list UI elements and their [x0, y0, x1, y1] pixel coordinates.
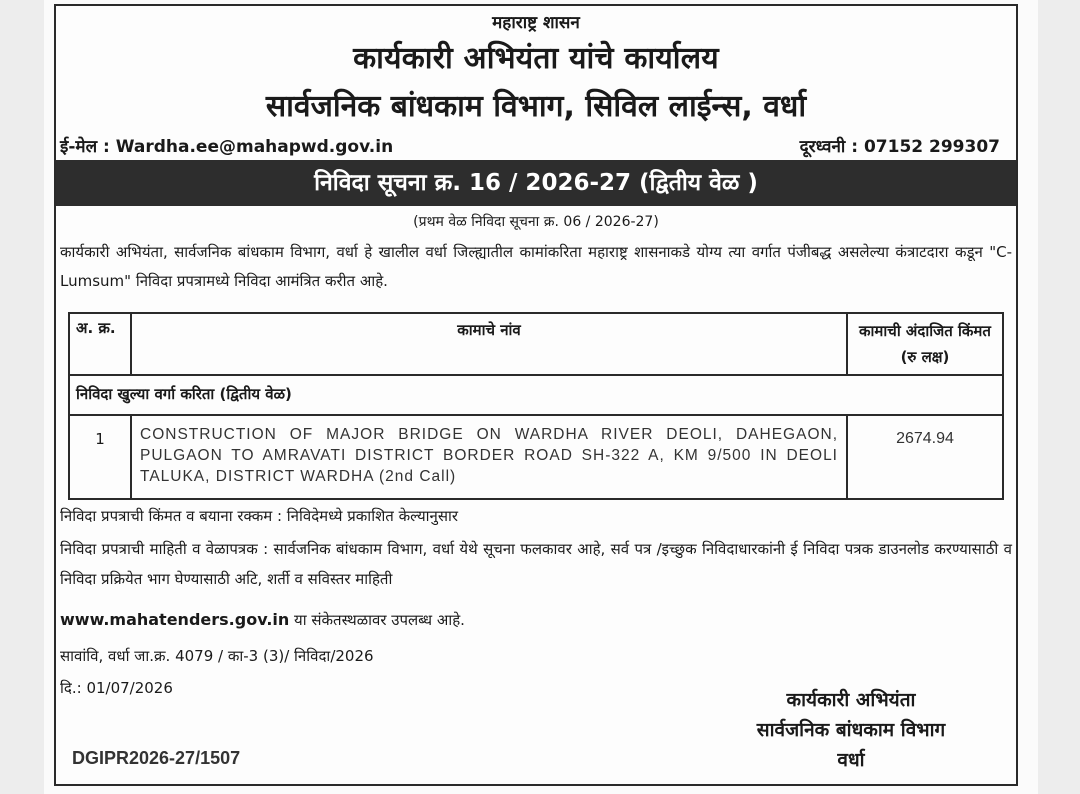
outward-number: सावांवि, वर्धा जा.क्र. 4079 / का-3 (3)/ निविदा/2026	[60, 647, 374, 665]
notice-date: दि.: 01/07/2026	[60, 679, 173, 697]
phone-number: दूरध्वनी : 07152 299307	[799, 137, 1000, 157]
row-serial: 1	[69, 415, 131, 499]
tender-notice	[54, 4, 1018, 786]
website-suffix: या संकेतस्थळावर उपलब्ध आहे.	[289, 611, 465, 629]
signatory-location: वर्धा	[837, 749, 865, 771]
column-header-work-name: कामाचे नांव	[131, 313, 847, 375]
row-cost: 2674.94	[847, 415, 1003, 499]
table-header-row	[69, 313, 1003, 375]
column-header-estimated-cost: कामाची अंदाजित किंमत (रु लक्ष)	[847, 313, 1003, 375]
government-label: महाराष्ट्र शासन	[492, 13, 580, 33]
notice-title: निविदा सूचना क्र. 16 / 2026-27 (द्वितीय वेळ )	[56, 160, 1016, 206]
signatory-title: कार्यकारी अभियंता	[786, 689, 916, 711]
works-table	[68, 312, 1004, 500]
office-title: कार्यकारी अभियंता यांचे कार्यालय	[353, 41, 719, 76]
row-work-name: CONSTRUCTION OF MAJOR BRIDGE ON WARDHA RIVER DEOLI, DAHEGAON, PULGAON TO AMRAVATI DISTRICT BORDER ROAD SH-322 A, KM 9/500 IN DEOLI TALUKA, DISTRICT WARDHA (2nd Call)	[131, 415, 847, 499]
fee-line: निविदा प्रपत्राची किंमत व बयाना रक्कम : निविदेमध्ये प्रकाशित केल्यानुसार	[60, 507, 459, 525]
website-link[interactable]: www.mahatenders.gov.in	[60, 610, 290, 629]
signatory-department: सार्वजनिक बांधकाम विभाग	[756, 719, 946, 741]
info-paragraph: निविदा प्रपत्राची माहिती व वेळापत्रक : सार्वजनिक बांधकाम विभाग, वर्धा येथे सूचना फलकावर आहे, सर्व पत्र /इच्छुक निविदाधारकांनी ई निविदा पत्रक डाउनलोड करण्यासाठी व निविदा प्रक्रियेत भाग घेण्यासाठी अटि, शर्ती व सविस्तर माहिती	[60, 540, 1012, 588]
department-title: सार्वजनिक बांधकाम विभाग, सिविल लाईन्स, वर्धा	[265, 89, 807, 124]
website-line	[60, 610, 465, 630]
category-label: निविदा खुल्या वर्गा करिता (द्वितीय वेळ)	[69, 375, 1003, 415]
category-row	[69, 375, 1003, 415]
intro-paragraph: कार्यकारी अभियंता, सार्वजनिक बांधकाम विभाग, वर्धा हे खालील वर्धा जिल्ह्यातील कामांकरिता महाराष्ट्र शासनाकडे योग्य त्या वर्गात पंजीबद्ध असलेल्या कंत्राटदारा कडून "C-Lumsum" निविदा प्रपत्रामध्ये निविदा आमंत्रित करीत आहे.	[60, 243, 1012, 290]
table-row	[69, 415, 1003, 499]
column-header-serial: अ. क्र.	[69, 313, 131, 375]
dgipr-reference: DGIPR2026-27/1507	[72, 748, 241, 768]
email-address: ई-मेल : Wardha.ee@mahapwd.gov.in	[60, 137, 394, 157]
first-call-reference: (प्रथम वेळ निविदा सूचना क्र. 06 / 2026-27)	[413, 214, 659, 230]
